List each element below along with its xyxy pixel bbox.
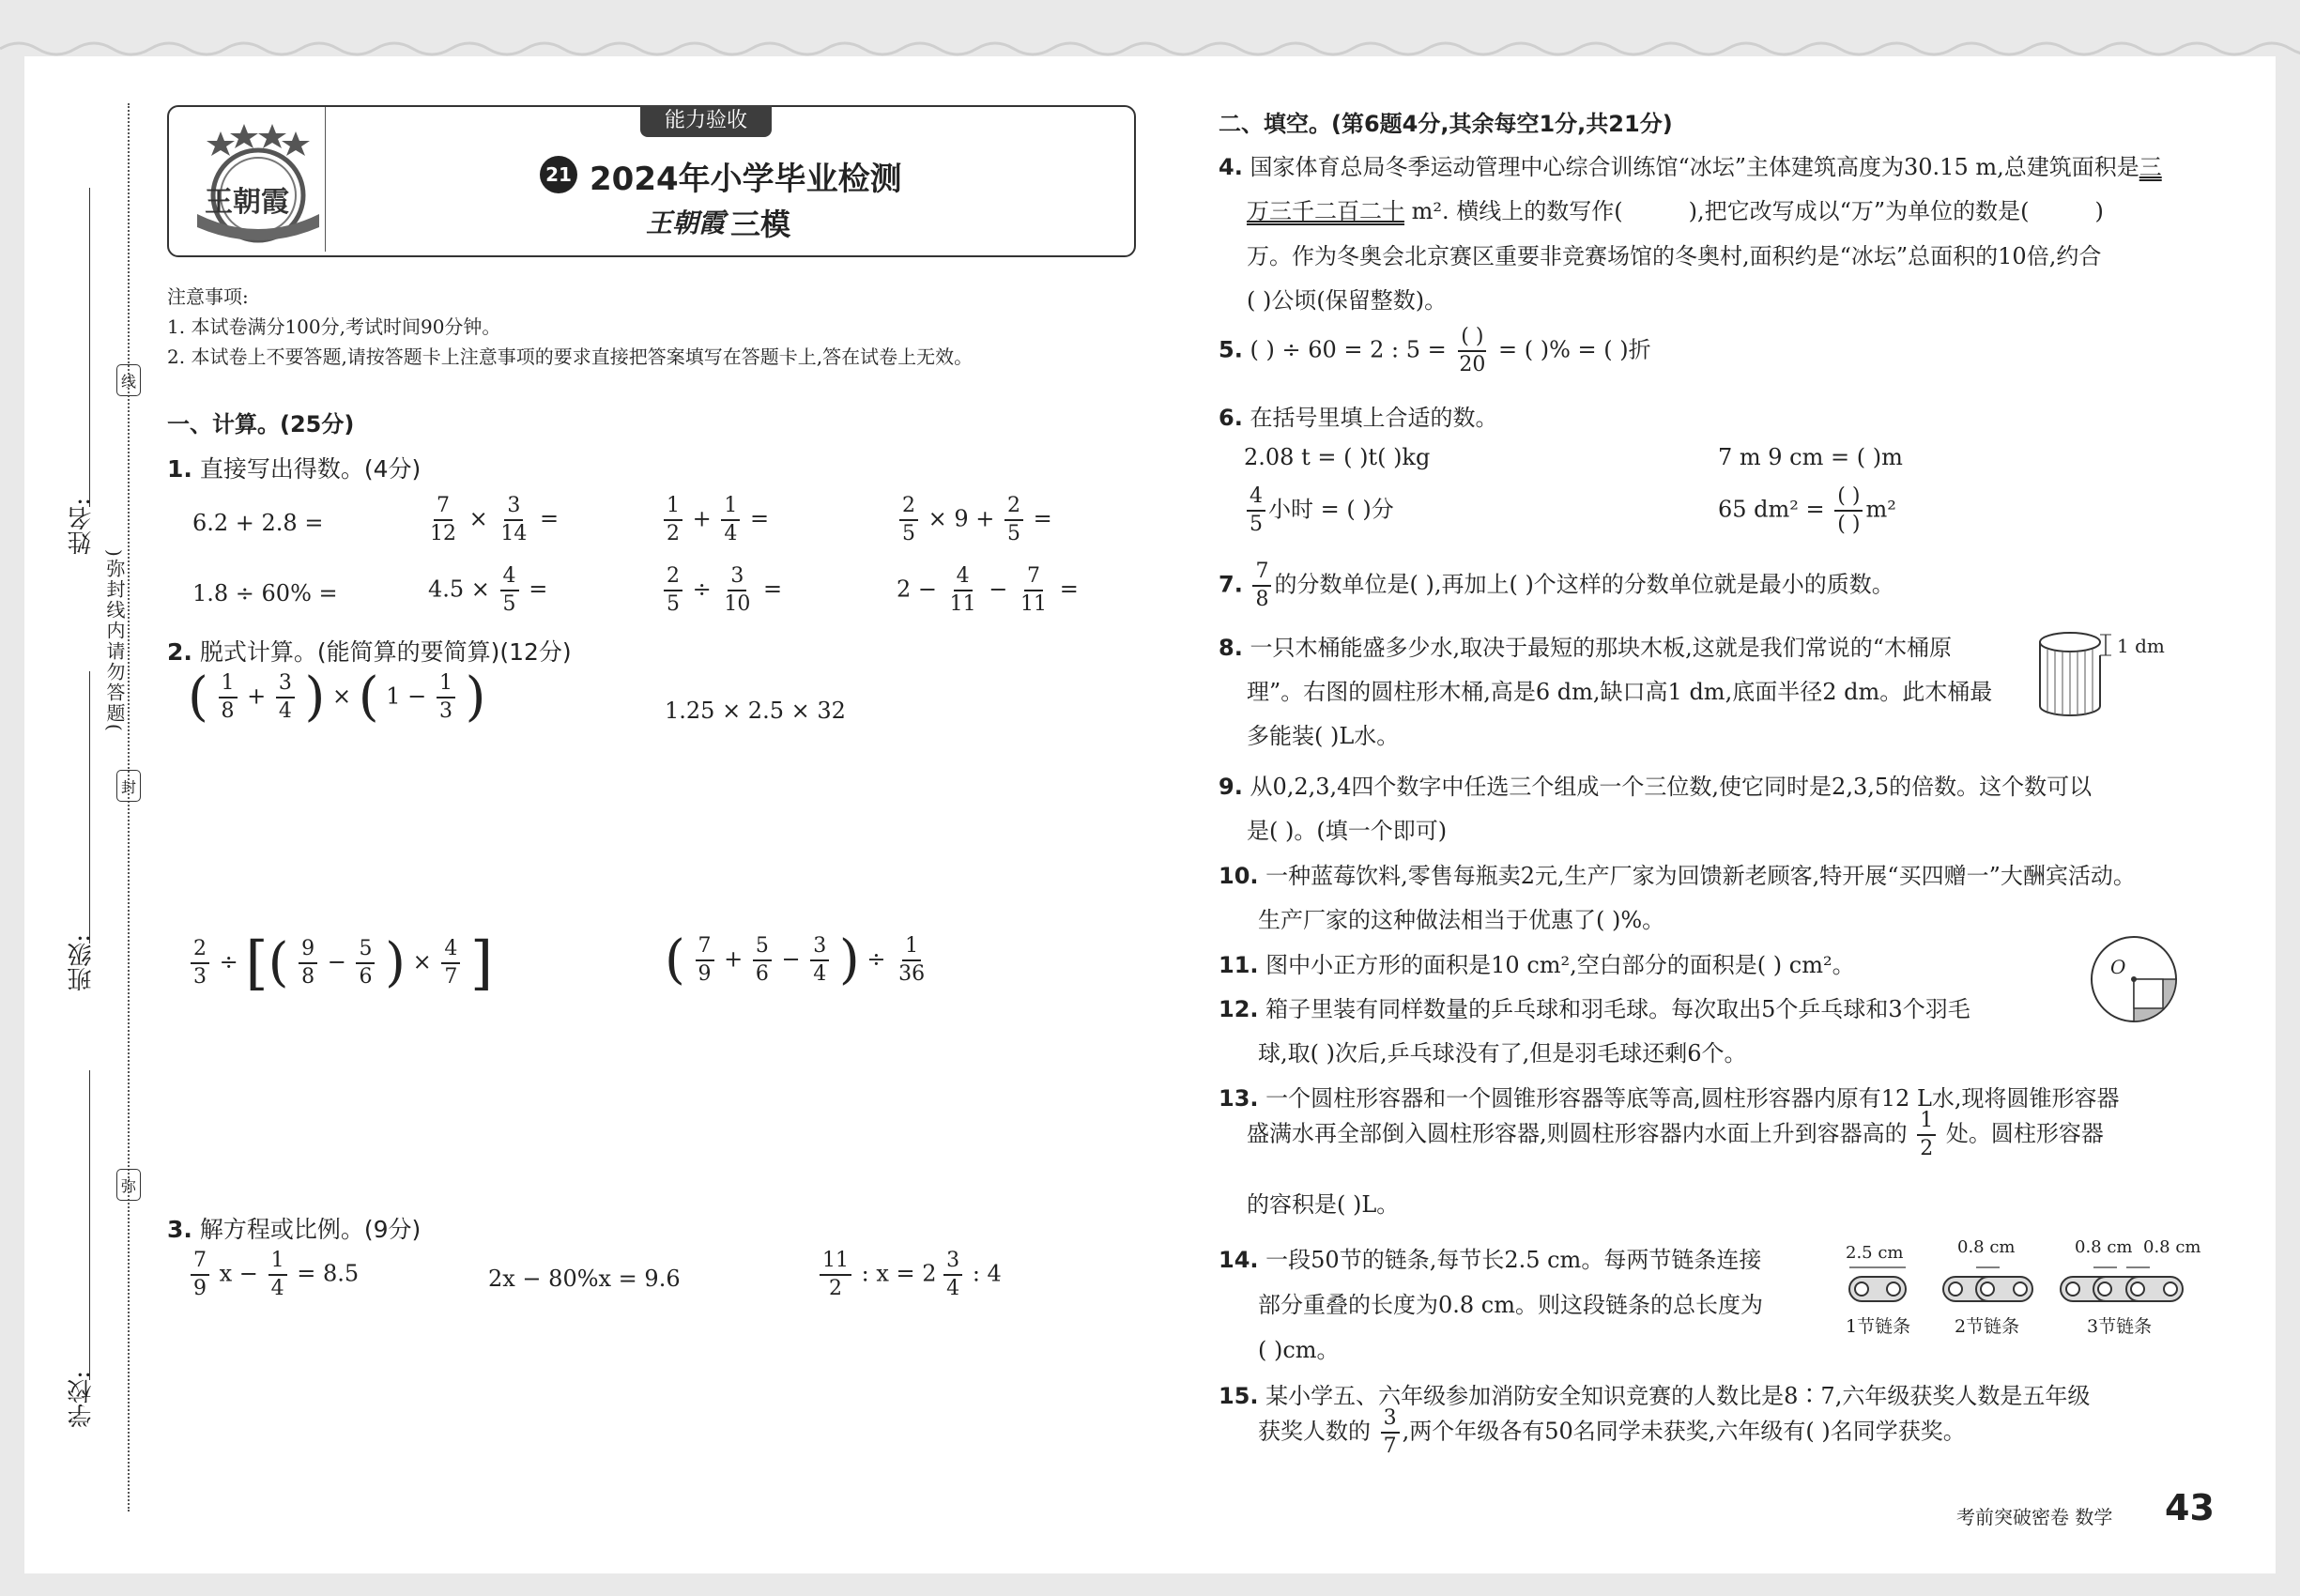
q6-b: 7 m 9 cm = ( )m: [1718, 444, 1903, 470]
q1: 1. 直接写出得数。(4分): [167, 455, 422, 483]
q13-line2: 盛满水再全部倒入圆柱形容器,则圆柱形容器内水面上升到容器高的 $\frac{1}{2}$ 处。圆柱形容器: [1247, 1109, 2104, 1160]
chain-caption-2: 2节链条: [1955, 1316, 2020, 1337]
q13-line1: 13. 一个圆柱形容器和一个圆锥形容器等底等高,圆柱形容器内原有12 L水,现将圆锥形容器: [1219, 1085, 2120, 1112]
q10-line1: 10. 一种蓝莓饮料,零售每瓶卖2元,生产厂家为回馈新老顾客,特开展“买四赠一”大酬宾活动。: [1219, 863, 2136, 889]
q5: 5. ( ) ÷ 60 = 2 : 5 = $\frac{( )}{20}$ = ( )% = ( )折: [1219, 325, 1651, 376]
barrel-figure: [2032, 627, 2220, 721]
brand-script: 王朝霞: [646, 207, 726, 238]
q15-line2: 获奖人数的 $\frac{3}{7}$ ,两个年级各有50名同学未获奖,六年级有( )名同学获奖。: [1258, 1406, 1966, 1458]
q2: 2. 脱式计算。(能简算的要简算)(12分): [167, 638, 572, 666]
ribbon: 能力验收: [640, 105, 772, 137]
q14-line1: 14. 一段50节的链条,每节长2.5 cm。每两节链条连接: [1219, 1247, 1762, 1273]
class-line: [89, 671, 90, 944]
q4-line3: 万。作为冬奥会北京赛区重要非竞赛场馆的冬奥村,面积约是“冰坛”总面积的10倍,约合: [1247, 243, 2102, 269]
exam-sheet: [38, 66, 2253, 1568]
q1-d1: $\frac{2}{5}$ × 9 + $\frac{2}{5}$ =: [897, 496, 1052, 545]
chain-len-3a: 0.8 cm: [2075, 1237, 2133, 1257]
part2-title: 二、填空。(第6题4分,其余每空1分,共21分): [1219, 111, 1673, 137]
title-badge: 21: [540, 156, 577, 193]
line-mark: 线: [116, 364, 141, 396]
circle-center-label: O: [2110, 956, 2126, 978]
q9-line1: 9. 从0,2,3,4四个数字中任选三个组成一个三位数,使它同时是2,3,5的倍数。这个数可以: [1219, 774, 2093, 800]
q3-eq1: $\frac{7}{9}$ x − $\frac{1}{4}$ = 8.5: [188, 1251, 359, 1299]
q1-d2: 2 − $\frac{4}{11}$ − $\frac{7}{11}$ =: [897, 564, 1079, 616]
q13-line3: 的容积是( )L。: [1247, 1191, 1400, 1218]
q12-line1: 12. 箱子里装有同样数量的乒乓球和羽毛球。每次取出5个乒乓球和3个羽毛: [1219, 996, 1970, 1022]
q2-expr3: $\frac{2}{3}$ ÷ [( $\frac{9}{8}$ − $\frac{5}{6}$ ) × $\frac{4}{7}$ ]: [188, 934, 493, 992]
circle-square-figure: [2082, 928, 2185, 1031]
q1-b1: $\frac{7}{12}$ × $\frac{3}{14}$ =: [430, 494, 560, 545]
q1-b2: 4.5 × $\frac{4}{5}$ =: [428, 564, 548, 616]
q1-a1: 6.2 + 2.8 =: [192, 510, 324, 536]
seal-notice: )弥封线内请勿答题(: [103, 549, 126, 733]
school-line: [89, 1070, 90, 1380]
chain-len-3b: 0.8 cm: [2143, 1237, 2201, 1257]
q1-c2: $\frac{2}{5}$ ÷ $\frac{3}{10}$ =: [661, 566, 782, 615]
q4-line1: 4. 国家体育总局冬季运动管理中心综合训练馆“冰坛”主体建筑高度为30.15 m,总建筑面积是三: [1219, 154, 2162, 180]
q6-a: 2.08 t = ( )t( )kg: [1244, 444, 1431, 470]
q3: 3. 解方程或比例。(9分): [167, 1216, 422, 1243]
class-label: 班级:: [68, 934, 96, 991]
q6: 6. 在括号里填上合适的数。: [1219, 405, 1498, 431]
q12-line2: 球,取( )次后,乒乓球没有了,但是羽毛球还剩6个。: [1258, 1040, 1747, 1067]
seal-dotted-line: [128, 103, 130, 1512]
q6-d: 65 dm² = $\frac{( )}{( )}$ m²: [1718, 484, 1896, 536]
q3-eq3: $\frac{11}{2}$ : x = 2 $\frac{3}{4}$ : 4: [817, 1251, 1002, 1299]
q8-line2: 理”。右图的圆柱形木桶,高是6 dm,缺口高1 dm,底面半径2 dm。此木桶最: [1247, 679, 1993, 705]
chain-caption-1: 1节链条: [1846, 1316, 1911, 1337]
chain-caption-3: 3节链条: [2087, 1316, 2153, 1337]
q6-c: $\frac{4}{5}$ 小时 = ( )分: [1244, 486, 1394, 535]
notice-title: 注意事项:: [167, 285, 249, 308]
q1-a2: 1.8 ÷ 60% =: [192, 580, 338, 606]
chain-figure: [1840, 1230, 2234, 1343]
header-logo: [188, 113, 329, 244]
q2-expr4: ( $\frac{7}{9}$ + $\frac{5}{6}$ − $\frac{3}{4}$ ) ÷ $\frac{1}{36}$: [665, 929, 926, 990]
q15-line1: 15. 某小学五、六年级参加消防安全知识竞赛的人数比是8∶7,六年级获奖人数是五年级: [1219, 1383, 2091, 1409]
name-label: 姓名:: [68, 498, 96, 555]
q4-line4: ( )公顷(保留整数)。: [1247, 287, 1448, 314]
footer-series: 考前突破密卷 数学: [1956, 1506, 2113, 1528]
q11: 11. 图中小正方形的面积是10 cm²,空白部分的面积是( ) cm²。: [1219, 952, 1855, 978]
notice-item: 2. 本试卷上不要答题,请按答题卡上注意事项的要求直接把答案填写在答题卡上,答在试卷上无效。: [167, 345, 974, 368]
q1-c1: $\frac{1}{2}$ + $\frac{1}{4}$ =: [661, 496, 769, 545]
name-line: [89, 188, 90, 507]
chain-len-1: 2.5 cm: [1846, 1243, 1904, 1263]
notice-item: 1. 本试卷满分100分,考试时间90分钟。: [167, 315, 501, 338]
q2-expr1: ( $\frac{1}{8}$ + $\frac{3}{4}$ ) × ( 1 − $\frac{1}{3}$ ): [188, 667, 486, 728]
part1-title: 一、计算。(25分): [167, 411, 355, 437]
q14-line3: ( )cm。: [1258, 1337, 1340, 1363]
page-number: 43: [2165, 1487, 2215, 1528]
q9-line2: 是( )。(填一个即可): [1247, 818, 1448, 844]
q8-line3: 多能装( )L水。: [1247, 723, 1400, 749]
q2-expr2: 1.25 × 2.5 × 32: [665, 698, 846, 724]
logo-text: 王朝霞: [205, 186, 289, 219]
header-divider: [325, 107, 326, 252]
mi-mark: 弥: [116, 1169, 141, 1201]
q8-line1: 8. 一只木桶能盛多少水,取决于最短的那块木板,这就是我们常说的“木桶原: [1219, 635, 1952, 661]
chain-len-2: 0.8 cm: [1957, 1237, 2016, 1257]
school-label: 学校:: [68, 1371, 96, 1428]
seal-mark: 封: [116, 770, 141, 802]
q7: 7. $\frac{7}{8}$ 的分数单位是( ),再加上( )个这样的分数单位就是最小的质数。: [1219, 560, 1894, 611]
barrel-gap-label: 1 dm: [2117, 635, 2165, 657]
q10-line2: 生产厂家的这种做法相当于优惠了( )%。: [1258, 907, 1665, 933]
q14-line2: 部分重叠的长度为0.8 cm。则这段链条的总长度为: [1258, 1292, 1763, 1318]
q3-eq2: 2x − 80%x = 9.6: [488, 1266, 681, 1292]
q4-line2: 万三千二百二十 m². 横线上的数写作( ),把它改写成以“万”为单位的数是( ): [1247, 198, 2104, 224]
exam-title: 2024年小学毕业检测: [590, 161, 902, 198]
exam-subtitle: 三模: [730, 207, 791, 242]
